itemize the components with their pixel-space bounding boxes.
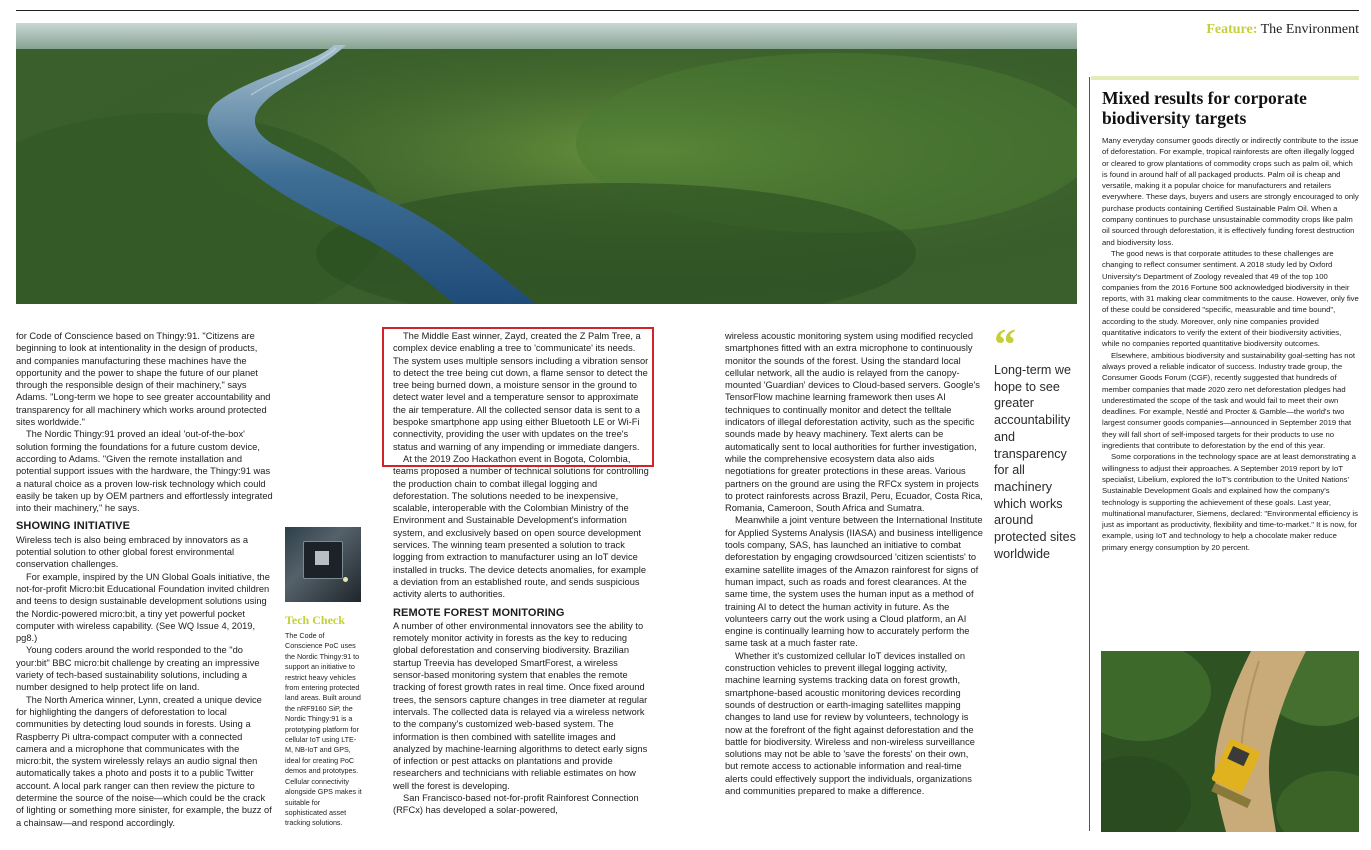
paragraph: Elsewhere, ambitious biodiversity and sustainability goal-setting has not always proved a reliable indicator of success. Industry trade group, the Consumer Goods Forum (CGF), recently suggested that hundreds of member companies that made 2020 zero net deforestation pledges had underestimated the scope of the task and would fail to meet their own deadlines. For example, Nestlé and Procter & Gamble—the world's two largest consumer goods companies—announced in September 2019 that they will fall short of self-imposed targets for their products to use no ingredients that contribute to deforestation by the end of this year. — [1102, 350, 1355, 451]
paragraph: Whether it's customized cellular IoT devices installed on construction vehicles to prevent illegal logging activity, machine learning systems tracking data on forest growth, smartphone-based acoustic monitoring devices recording sounds of destruction or earth-imaging satellites mapping changes to land use for review by volunteers, technology is now at the forefront of the fight against deforestation and the battle for biodiversity. Wireless and non-wireless surveillance solutions may not be able to 'save the forests' on their own, but remote access to actionable information and real-time alerts could effectively support the individuals, organizations and communities prepared to make a difference. — [725, 650, 975, 796]
sidebar-body — [1102, 135, 1359, 553]
tech-check-title: Tech Check — [285, 613, 345, 627]
paragraph: The good news is that corporate attitudes to these challenges are changing to reflect consumer sentiment. A 2018 study led by Oxford University's Department of Zoology revealed that 49 of the top 100 companies from the 2016 Fortune 500 acknowledged biodiversity in their reports, with 31 making clear commitments to the cause. However, only five of these could be considered "specific, measurable and time bound", according to the study. Moreover, only nine companies provided quantitative indicators to verify the extent of their biodiversity activities, while no companies reported quantitative biodiversity outcomes. — [1102, 248, 1359, 349]
section-heading-remote-forest-monitoring: REMOTE FOREST MONITORING — [393, 606, 565, 619]
paragraph: Wireless tech is also being embraced by innovators as a potential solution to other global forest environmental conservation challenges. — [16, 534, 249, 570]
paragraph: for Code of Conscience based on Thingy:91. "Citizens are beginning to look at intentionality in the design of products, and companies manufacturing these machines have the opportunity and the power to shape the future of our planet through the responsible design of their machinery," says Adams. "Long-term we hope to see greater accountability and transparency for all machinery which works around protected sites worldwide." — [16, 331, 271, 428]
paragraph: The North America winner, Lynn, created a unique device for highlighting the dangers of deforestation to local communities by detecting loud sounds in forests. Using a Raspberry Pi ultra-compact computer with a connected camera and a microphone that communicates with the micro:bit, the system wirelessly relays an audio signal then automatically takes a photo and posts it to a public Twitter account. A local park ranger can then review the picture to determine the source of the noise—which could be the crack of lighting or something more sinister, for example, the buzz of a chainsaw—and respond accordingly. — [16, 694, 272, 828]
sidebar-top-bar — [1091, 76, 1359, 80]
rainforest-river-illustration — [16, 23, 1077, 304]
highlight-box — [382, 327, 654, 467]
paragraph: The Middle East winner, Zayd, created the Z Palm Tree, a complex device enabling a tree to 'communicate' its needs. The system uses multiple sensors including a vibration sensor to detect the tree being cut down, a flame sensor to detect the tree being burned down, a moisture sensor in the ground to detect water level and a temperature sensor to approximate the air temperature. All the collected sensor data is sent to a bespoke smartphone app using either Bluetooth LE or Wi-Fi connectivity, providing the user with updates on the tree's status and warning of any impending or immediate dangers. — [393, 331, 649, 452]
paragraph: Many everyday consumer goods directly or indirectly contribute to the issue of deforestation. For example, tropical rainforests are often illegally logged or cleared to grow plantations of commodity crops such as palm oil, which is found in around half of all packaged products. Palm oil is cheap and versatile, making it a popular choice for manufacturers and retailers everywhere. These days, buyers and users are strongly encouraged to only purchase products containing Certified Sustainable Palm Oil. When a company continues to purchase unsustainable commodity crops like palm oil sourced through deforestation, it is effectively funding forest destruction and biodiversity loss. — [1102, 136, 1359, 247]
article-column-1 — [16, 330, 274, 840]
sidebar-image — [1101, 651, 1359, 832]
feature-topic: The Environment — [1260, 22, 1359, 37]
sidebar-divider — [1089, 77, 1090, 831]
tech-check-box — [285, 527, 363, 829]
tech-check-image — [285, 527, 361, 602]
section-heading-showing-initiative: SHOWING INITIATIVE — [16, 520, 131, 533]
pull-quote-text: Long-term we hope to see greater accountability and transparency for all machinery which works around protected sites worldwide — [994, 363, 1076, 561]
chip-shape — [315, 551, 329, 565]
paragraph: San Francisco-based not-for-profit Rainforest Connection (RFCx) has developed a solar-powered, — [393, 792, 639, 816]
top-rule — [16, 10, 1359, 11]
led-shape — [343, 577, 348, 582]
pull-quote — [994, 320, 1082, 562]
paragraph: Meanwhile a joint venture between the International Institute for Applied Systems Analysis (IIASA) and business intelligence tools company, SAS, has launched an initiative to combat deforestation by engaging crowdsourced 'citizen scientists' to examine satellite images of the Amazon rainforest for signs of human impact, such as roads and forest clearances. At the same time, the system uses the human input as a method of training AI to detect the human activity in future. As the volunteers carry out the work using a Cloud platform, an AI engine is continually learning how to accurately perform the same task at a much faster rate. — [725, 515, 983, 649]
tech-check-body: The Code of Conscience PoC uses the Nordic Thingy:91 to support an initiative to restrict heavy vehicles from entering protected land areas. Built around the nRF9160 SiP, the Nordic Thingy:91 is a prototyping platform for cellular IoT using LTE-M, NB-IoT and GPS, ideal for creating PoC demos and prototypes. Cellular connectivity alongside GPS makes it suitable for sophisticated asset tracking solutions. — [285, 631, 362, 828]
paragraph: At the 2019 Zoo Hackathon event in Bogota, Colombia, teams proposed a number of technical solutions for controlling the production chain to combat illegal logging and deforestation. The solutions needed to be inexpensive, scalable, interoperable with the Colombian Ministry of the Environment and Sustainable Development's information system, and exclusively based on open source development services. The winning team presented a solution to track logging from extraction to manufacturer using an IoT device installed in trucks. The device detects anomalies, for example a deviation from an established route, and sends suspicious activity alerts to authorities. — [393, 453, 649, 600]
paragraph: Young coders around the world responded to the "do your:bit" BBC micro:bit challenge by creating an impressive variety of tech-based sustainability solutions, including a number designed to help protect life on land. — [16, 645, 260, 693]
paragraph: For example, inspired by the UN Global Goals initiative, the not-for-profit Micro:bit Educational Foundation invited children and teens to design sustainable development solutions using the Nordic-powered micro:bit, a tiny yet powerful pocket computer with wireless capability. (See WQ Issue 4, 2019, pg8.) — [16, 571, 270, 644]
paragraph: A number of other environmental innovators see the ability to remotely monitor activity in forests as the key to reducing global deforestation and conserving biodiversity. Brazilian startup Treevia has developed SmartForest, a wireless sensor-based monitoring system that enables the remote tracking of forest growth rates in real time. Once fixed around trees, the sensors capture changes in tree diameter at regular intervals. The collected data is relayed via a wireless network to the company's customized web-based system. The information is then combined with satellite images and analyzed by machine-learning algorithms to detect early signs of infection or pest attacks on plantations and provide researchers and technicians with reliable estimates on how well the forest is developing. — [393, 620, 648, 791]
sidebar-box — [1102, 88, 1359, 553]
bulldozer-clearing-illustration — [1101, 651, 1359, 832]
feature-tag — [1206, 22, 1359, 38]
paragraph: The Nordic Thingy:91 proved an ideal 'out-of-the-box' solution forming the foundations for a future custom device, according to Adams. "Given the remote installation and potential support issues with the hardware, the Thingy:91 was a natural choice as a proven low-risk technology which could easily be taken up by OEM partners and effortlessly integrated into their machinery," he says. — [16, 429, 273, 514]
feature-label: Feature: — [1206, 22, 1258, 37]
hero-image — [16, 23, 1077, 304]
paragraph: Some corporations in the technology space are at least demonstrating a willingness to adjust their approaches. A September 2019 report by IoT specialist, Libelium, explored the IoT's contribution to the United Nations' Sustainable Development Goals and explained how the company's technology is supporting the achievement of these goals. Last year, multinational manufacturer, Siemens, declared: "Environmental efficiency is just as important as productivity, flexibility and time-to-market." It is now, for example, using IoT and technology to help a chocolate maker reduce primary energy consumption by 20 percent. — [1102, 452, 1358, 552]
article-column-3 — [725, 330, 983, 840]
paragraph: wireless acoustic monitoring system using modified recycled smartphones fitted with an extra microphone to continuously monitor the sounds of the forest. Using the standard local cellular network, all the audio is relayed from the canopy-mounted 'Guardian' devices to Cloud-based servers. Google's TensorFlow machine learning framework then uses AI techniques to continually monitor and detect the telltale indicators of illegal deforestation activity, such as the specific sounds made by heavy machinery. Text alerts can be automatically sent to local authorities for further investigation, while the comprehensive ecosystem data also aids negotiations for greater protections in these areas. Various partners on the ground are using the RFCx system in projects to protect rainforests across Brazil, Peru, Ecuador, Costa Rica, Romania, Cameroon, South Africa and Sumatra. — [725, 331, 983, 514]
quote-mark-icon: “ — [994, 320, 1016, 369]
sidebar-title: Mixed results for corporate biodiversity targets — [1102, 88, 1307, 128]
